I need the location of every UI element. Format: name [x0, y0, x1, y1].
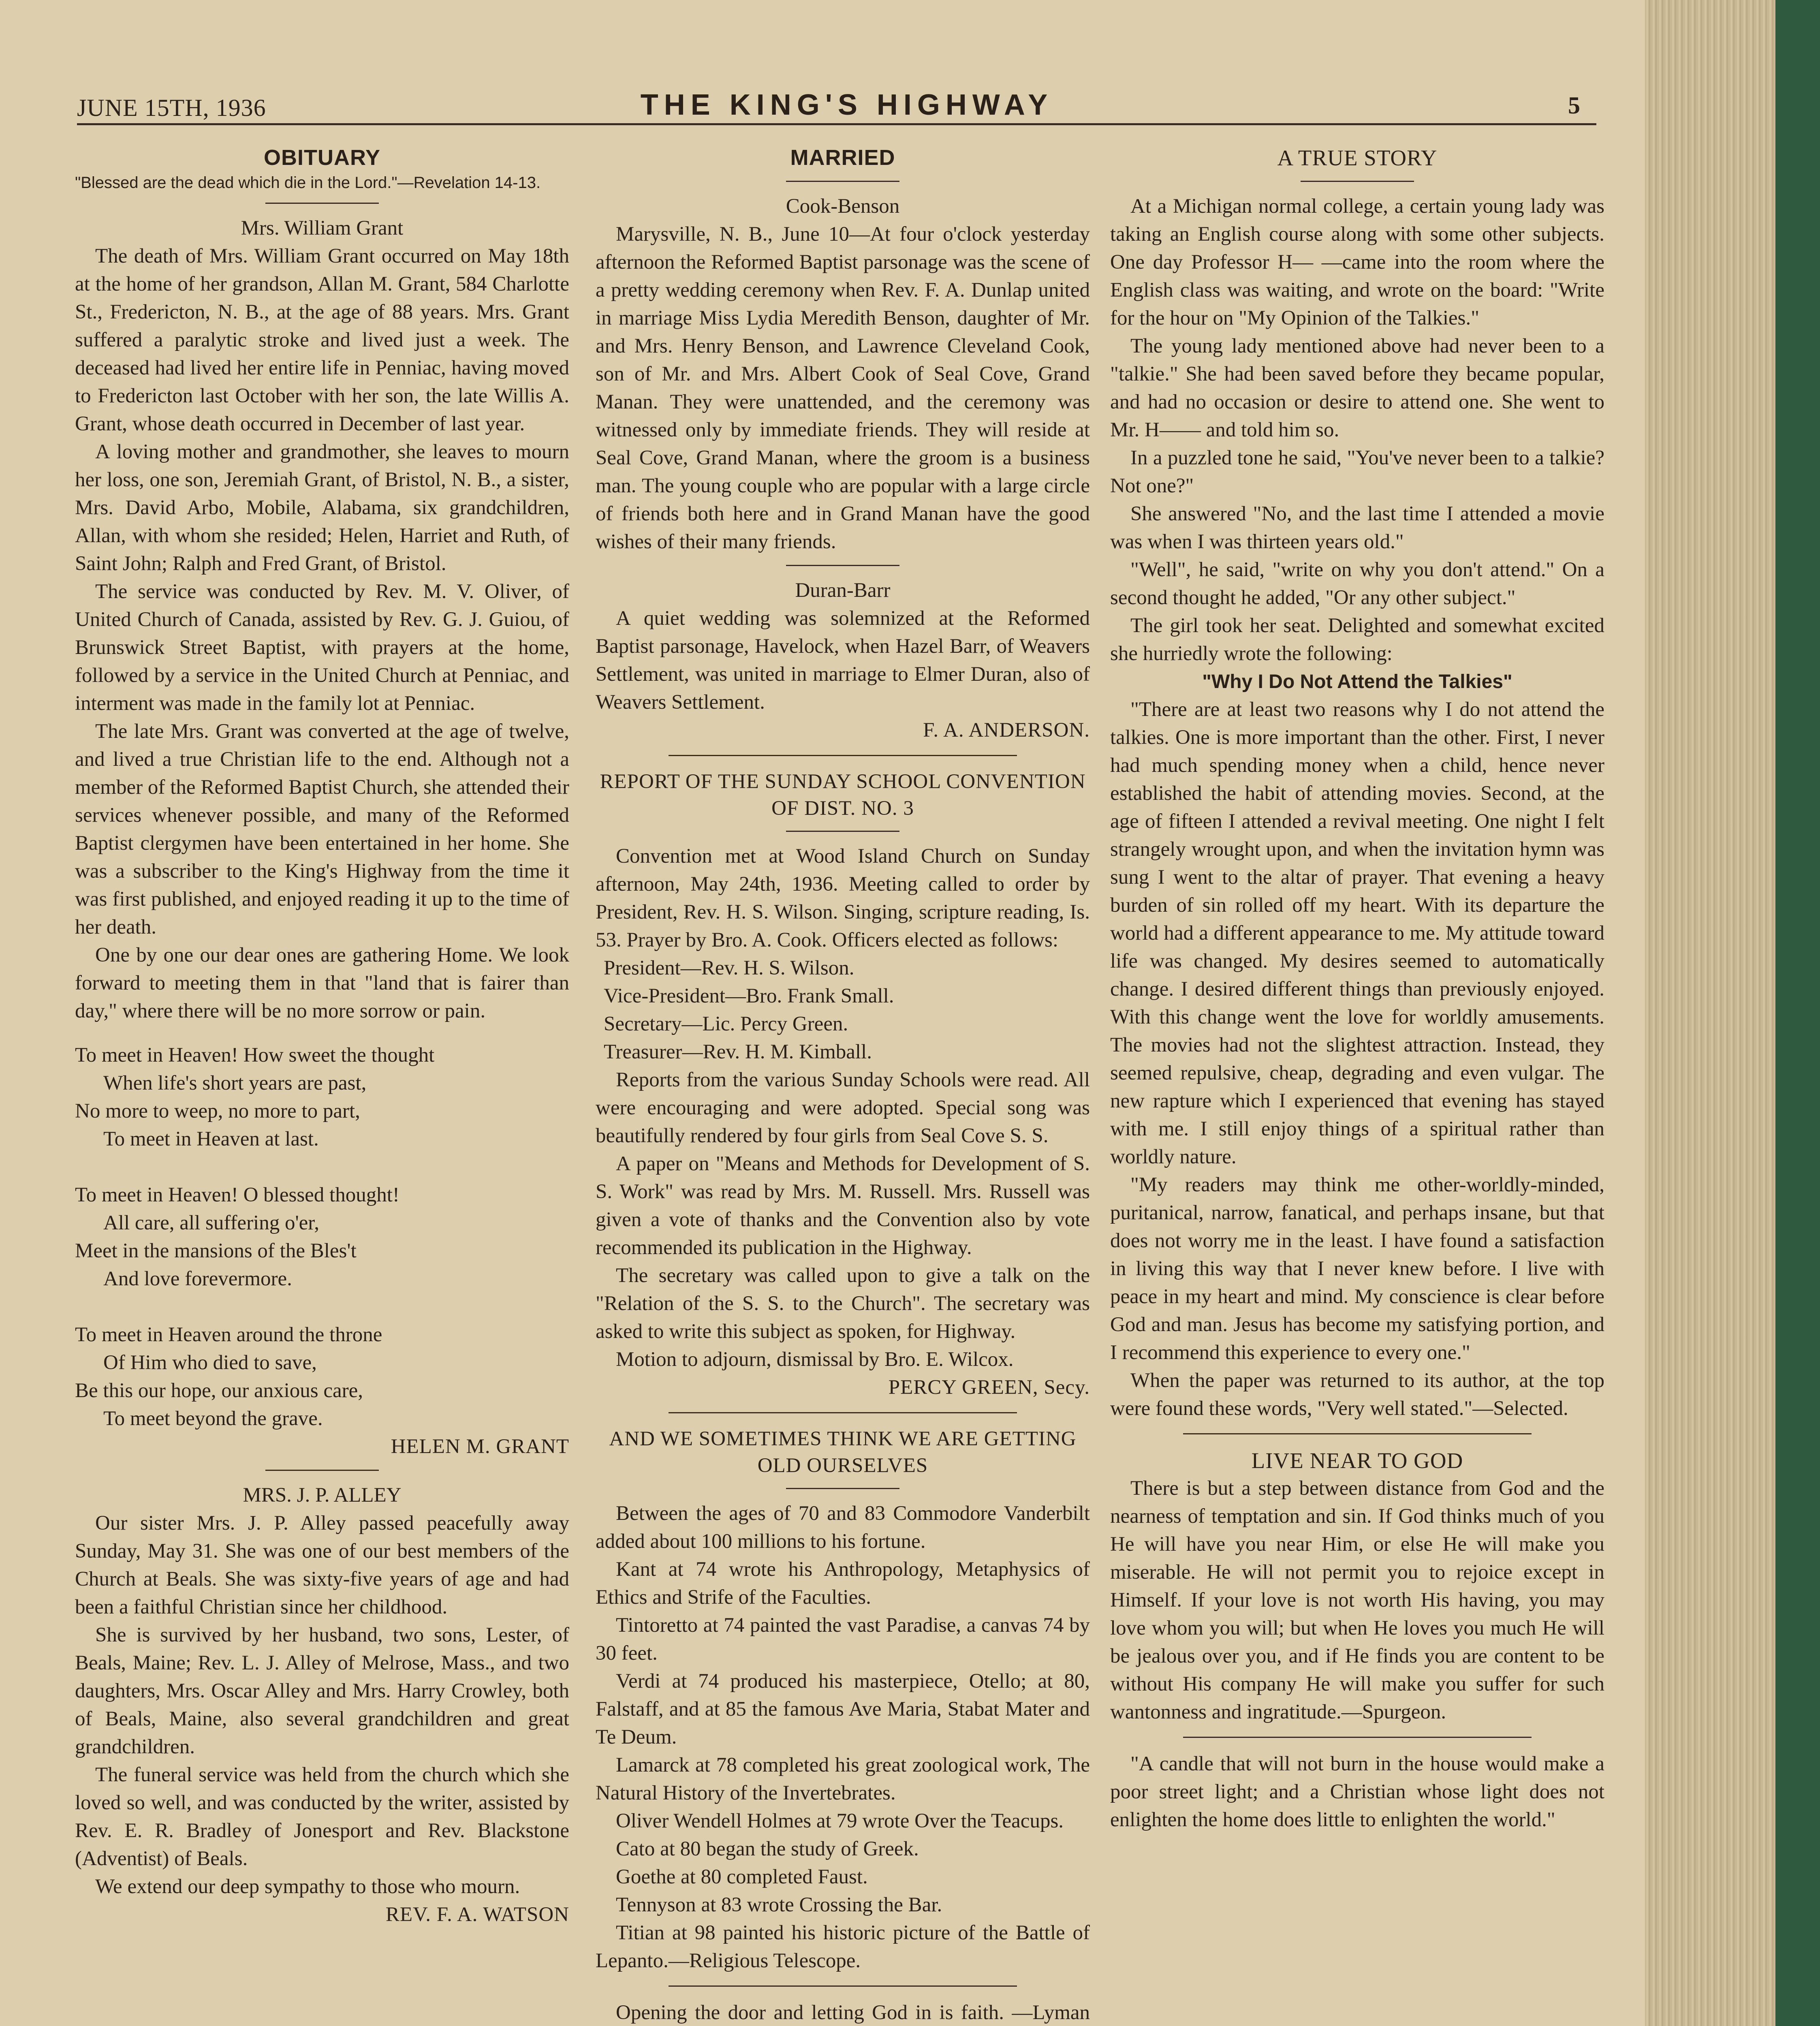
divider — [786, 565, 899, 566]
book-cover-edge — [1775, 0, 1820, 2026]
officer-line: President—Rev. H. S. Wilson. — [604, 957, 854, 979]
poem-stanza — [75, 1181, 569, 1293]
column-married — [596, 144, 1090, 2026]
poem-line: To meet in Heaven! How sweet the thought — [75, 1044, 435, 1066]
paragraph: Lamarck at 78 completed his great zoological work, The Natural History of the Invertebrates. — [596, 1754, 1090, 1804]
column-obituary — [75, 144, 569, 1929]
poem-line: Of Him who died to save, — [103, 1351, 317, 1374]
poem-line: Be this our hope, our anxious care, — [75, 1379, 363, 1402]
paragraph: "Well", he said, "write on why you don't attend." On a second thought he added, "Or any other subject." — [1110, 558, 1604, 609]
poem-line: Meet in the mansions of the Bles't — [75, 1240, 357, 1262]
header-rule — [77, 123, 1596, 125]
poem-line: To meet beyond the grave. — [103, 1407, 323, 1430]
section-heading-married: MARRIED — [790, 145, 895, 170]
paragraph: Reports from the various Sunday Schools were read. All were encouraging and were adopted. Special song was beautifully rendered by four girls from Seal Cove S. S. — [596, 1069, 1090, 1147]
paragraph: A paper on "Means and Methods for Development of S. S. Work" was read by Mrs. M. Russell. Mrs. Russell was given a vote of thanks and the Convention also by vote recommended its publication in the Highway. — [596, 1152, 1090, 1259]
column-true-story — [1110, 144, 1604, 1834]
divider — [669, 755, 1017, 756]
poem-line: To meet in Heaven! O blessed thought! — [75, 1184, 399, 1206]
divider — [669, 1985, 1017, 1987]
paragraph: Convention met at Wood Island Church on Sunday afternoon, May 24th, 1936. Meeting called to order by President, Rev. H. S. Wilson. Singing, scripture reading, Is. 53. Prayer by Bro. A. Cook. Officers elected as follows: — [596, 845, 1090, 951]
divider — [1183, 1433, 1532, 1434]
poem-line: No more to weep, no more to part, — [75, 1100, 360, 1122]
poem-line: All care, all suffering o'er, — [103, 1212, 319, 1234]
poem — [75, 1041, 569, 1433]
paragraph: Kant at 74 wrote his Anthropology, Metaphysics of Ethics and Strife of the Faculties. — [596, 1558, 1090, 1609]
paragraph: When the paper was returned to its author, at the top were found these words, "Very well stated."—Selected. — [1110, 1369, 1604, 1420]
divider — [786, 1488, 899, 1489]
quote: "A candle that will not burn in the house would make a poor street light; and a Christian whose light does not enlighten the home does little to enlighten the world." — [1110, 1752, 1604, 1831]
paragraph: "My readers may think me other-worldly-minded, puritanical, narrow, fanatical, and perhaps insane, but that does not worry me in the least. I have found a satisfaction in living this way that I never knew before. I live with peace in my heart and mind. My conscience is clear before God and man. Jesus has become my satisfying portion, and I recommend this experience to every one." — [1110, 1173, 1604, 1364]
divider — [786, 181, 899, 182]
paragraph: Cato at 80 began the study of Greek. — [616, 1838, 919, 1860]
paragraph: She answered "No, and the last time I attended a movie was when I was thirteen years old." — [1110, 502, 1604, 553]
divider — [669, 1412, 1017, 1413]
article-title: Mrs. William Grant — [241, 217, 404, 239]
quote: Opening the door and letting God in is faith. —Lyman — [616, 2001, 1090, 2024]
signature: REV. F. A. WATSON — [385, 1903, 569, 1926]
paragraph: Tintoretto at 74 painted the vast Paradise, a canvas 74 by 30 feet. — [596, 1614, 1090, 1665]
poem-line: When life's short years are past, — [103, 1072, 367, 1094]
epigraph: "Blessed are the dead which die in the Lord."—Revelation 14-13. — [75, 174, 541, 192]
subheading: "Why I Do Not Attend the Talkies" — [1202, 671, 1512, 692]
paragraph: A loving mother and grandmother, she leaves to mourn her loss, one son, Jeremiah Grant, of Bristol, N. B., a sister, Mrs. David Arbo, Mobile, Alabama, six grandchildren, Allan, with whom she resided; Helen, Harriet and Ruth, of Saint John; Ralph and Fred Grant, of Bristol. — [75, 440, 569, 575]
paragraph: Motion to adjourn, dismissal by Bro. E. Wilcox. — [616, 1348, 1014, 1371]
paragraph: Oliver Wendell Holmes at 79 wrote Over the Teacups. — [616, 1810, 1064, 1832]
paragraph: One by one our dear ones are gathering Home. We look forward to meeting them in that "land that is fairer than day," where there will be no more sorrow or pain. — [75, 944, 569, 1022]
page-number: 5 — [1568, 92, 1580, 119]
page-header — [77, 88, 1596, 129]
paragraph: The secretary was called upon to give a talk on the "Relation of the S. S. to the Church". The secretary was asked to write this subject as spoken, for Highway. — [596, 1264, 1090, 1343]
masthead-title: THE KING'S HIGHWAY — [640, 89, 1053, 121]
article-title: Cook-Benson — [786, 195, 900, 218]
poem-line: To meet in Heaven at last. — [103, 1128, 319, 1150]
paragraph: We extend our deep sympathy to those who mourn. — [95, 1875, 520, 1898]
poem-stanza — [75, 1041, 569, 1153]
divider — [265, 1470, 379, 1471]
paragraph: Between the ages of 70 and 83 Commodore Vanderbilt added about 100 millions to his fortune. — [596, 1502, 1090, 1553]
article-title: REPORT OF THE SUNDAY SCHOOL CONVENTION OF DIST. NO. 3 — [600, 770, 1086, 820]
divider — [1301, 181, 1414, 182]
divider — [1183, 1737, 1532, 1738]
paragraph: The service was conducted by Rev. M. V. Oliver, of United Church of Canada, assisted by Rev. G. J. Guiou, of Brunswick Street Baptist, with prayers at the home, followed by a service in the United Church at Penniac, and interment was made in the family lot at Penniac. — [75, 580, 569, 715]
paragraph: Titian at 98 painted his historic picture of the Battle of Lepanto.—Religious Telescope. — [596, 1921, 1090, 1972]
paragraph: A quiet wedding was solemnized at the Reformed Baptist parsonage, Havelock, when Hazel Barr, of Weavers Settlement, was united in marriage to Elmer Duran, also of Weavers Settlement. — [596, 607, 1090, 714]
article-title: Duran-Barr — [795, 579, 891, 602]
paragraph: Goethe at 80 completed Faust. — [616, 1866, 868, 1888]
paragraph: She is survived by her husband, two sons, Lester, of Beals, Maine; Rev. L. J. Alley of Melrose, Mass., and two daughters, Mrs. Oscar Alley and Mrs. Harry Crowley, both of Beals, Maine, also several grandchildren and great grandchildren. — [75, 1624, 569, 1758]
paragraph: At a Michigan normal college, a certain young lady was taking an English course along with some other subjects. One day Professor H— —came into the room where the English class was waiting, and wrote on the board: "Write for the hour on "My Opinion of the Talkies." — [1110, 195, 1604, 329]
poem-stanza — [75, 1321, 569, 1433]
spacer — [75, 1025, 569, 1041]
officer-line: Treasurer—Rev. H. M. Kimball. — [604, 1041, 872, 1063]
issue-date: JUNE 15TH, 1936 — [77, 94, 266, 121]
poem-line: To meet in Heaven around the throne — [75, 1323, 382, 1346]
poem-line: And love forevermore. — [103, 1267, 292, 1290]
paragraph: Our sister Mrs. J. P. Alley passed peacefully away Sunday, May 31. She was one of our best members of the Church at Beals. She was sixty-five years of age and had been a faithful Christian since her childhood. — [75, 1512, 569, 1618]
paragraph: There is but a step between distance from God and the nearness of temptation and sin. If God thinks much of you He will have you near Him, or else He will make you miserable. He will not permit you to rejoice except in Himself. If your love is not worth His having, you may love whom you will; but when He loves you much He will be jealous over you, and if He finds you are content to be without His company He will make you suffer for such wantonness and ingratitude.—Spurgeon. — [1110, 1477, 1604, 1723]
divider — [265, 203, 379, 204]
paragraph: The funeral service was held from the church which she loved so well, and was conducted by the writer, assisted by Rev. E. R. Bradley of Jonesport and Rev. Blackstone (Adventist) of Beals. — [75, 1763, 569, 1870]
paragraph: The late Mrs. Grant was converted at the age of twelve, and lived a true Christian life to the end. Although not a member of the Reformed Baptist Church, she attended their services whenever possible, and many of the Reformed Baptist clergymen have been entertained in her home. She was a subscriber to the King's Highway from the time it was first published, and enjoyed reading it up to the time of her death. — [75, 720, 569, 938]
officer-line: Secretary—Lic. Percy Green. — [604, 1013, 848, 1035]
article-title: AND WE SOMETIMES THINK WE ARE GETTING OLD OURSELVES — [609, 1428, 1077, 1477]
paragraph: "There are at least two reasons why I do not attend the talkies. One is more important than the other. First, I never had much spending money when a child, hence never established the habit of attending movies. Second, at the age of fifteen I attended a revival meeting. One night I felt strangely wrought upon, and when the invitation hymn was sung I went to the altar of prayer. That evening a heavy burden of sin rolled off my heart. With its departure the world had a different appearance to me. My attitude toward life was changed. My desires seemed to automatically change. I desired different things than previously enjoyed. With this change went the love for worldly amusements. The movies had not the slightest attraction. Instead, they seemed repulsive, cheap, degrading and even vulgar. The new rapture which I experienced that evening has stayed with me. I still enjoy things of a spiritual rather than worldly nature. — [1110, 698, 1604, 1168]
signature: F. A. ANDERSON. — [923, 719, 1090, 742]
signature: PERCY GREEN, Secy. — [888, 1376, 1090, 1399]
signature: HELEN M. GRANT — [391, 1435, 569, 1458]
paragraph: The death of Mrs. William Grant occurred on May 18th at the home of her grandson, Allan M. Grant, 584 Charlotte St., Fredericton, N. B., at the age of 88 years. Mrs. Grant suffered a paralytic stroke and lived just a week. The deceased had lived her entire life in Penniac, having moved to Fredericton last October with her son, the late Willis A. Grant, whose death occurred in December of last year. — [75, 245, 569, 435]
paragraph: In a puzzled tone he said, "You've never been to a talkie? Not one?" — [1110, 447, 1604, 497]
paragraph: Tennyson at 83 wrote Crossing the Bar. — [616, 1893, 942, 1916]
article-title: LIVE NEAR TO GOD — [1251, 1448, 1463, 1473]
divider — [786, 831, 899, 832]
officer-line: Vice-President—Bro. Frank Small. — [604, 985, 894, 1007]
article-title: MRS. J. P. ALLEY — [243, 1484, 402, 1507]
paragraph: Verdi at 74 produced his masterpiece, Otello; at 80, Falstaff, and at 85 the famous Ave Maria, Stabat Mater and Te Deum. — [596, 1670, 1090, 1748]
paragraph: The young lady mentioned above had never been to a "talkie." She had been saved before they became popular, and had no occasion or desire to attend one. She went to Mr. H—— and told him so. — [1110, 335, 1604, 441]
paragraph: Marysville, N. B., June 10—At four o'clock yesterday afternoon the Reformed Baptist parsonage was the scene of a pretty wedding ceremony when Rev. F. A. Dunlap united in marriage Miss Lydia Meredith Benson, daughter of Mr. and Mrs. Henry Benson, and Lawrence Cleveland Cook, son of Mr. and Mrs. Albert Cook of Seal Cove, Grand Manan. They were unattended, and the ceremony was witnessed only by immediate friends. They will reside at Seal Cove, Grand Manan, where the groom is a business man. The young couple who are popular with a large circle of friends both here and in Grand Manan have the good wishes of their many friends. — [596, 223, 1090, 553]
article-title: A TRUE STORY — [1277, 145, 1438, 170]
section-heading-obituary: OBITUARY — [264, 145, 380, 170]
paragraph: The girl took her seat. Delighted and somewhat excited she hurriedly wrote the following: — [1110, 614, 1604, 665]
